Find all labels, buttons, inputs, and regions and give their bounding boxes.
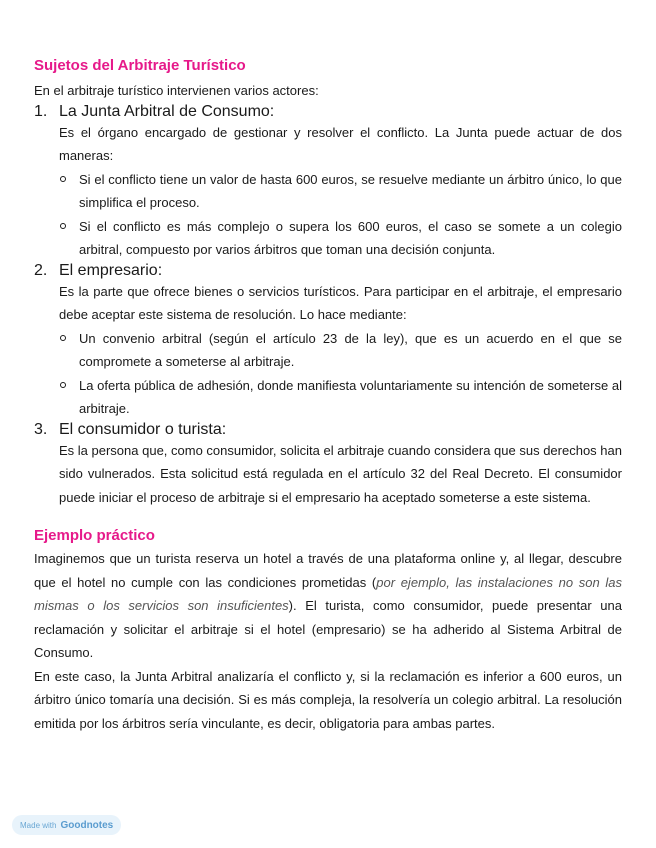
example-text-italic: por ejemplo, las instalaciones no son las mismas o los servicios son insuficientes: [34, 574, 622, 613]
example-text-end: ). El turista, como consumidor, puede presentar una reclamación y solicitar el arbitraje si el hotel (empresario) se ha adherido al Sistema Arbitral de Consumo.: [34, 598, 622, 660]
bullet-text: Si el conflicto es más complejo o supera los 600 euros, el caso se somete a un colegio arbitral, compuesto por varios árbitros que toman una decisión conjunta.: [79, 218, 622, 257]
bullet-text: La oferta pública de adhesión, donde manifiesta voluntariamente su intención de someterse al arbitraje.: [79, 377, 622, 416]
section-title-ejemplo: Ejemplo práctico: [34, 527, 155, 544]
bullet-text: Si el conflicto tiene un valor de hasta 600 euros, se resuelve mediante un árbitro único, lo que simplifica el proceso.: [79, 171, 622, 210]
example-paragraph-2: En este caso, la Junta Arbitral analizaría el conflicto y, si la reclamación es inferior a 600 euros, un árbitro único tomaría una decisión. Si es más compleja, la resolvería un colegio arbitral. La resolución emitida por los árbitros sería vinculante, es decir, obligatoria para ambas partes.: [34, 668, 622, 731]
bullet-icon: [60, 382, 66, 388]
list-item-consumidor: [34, 421, 622, 510]
item-text: Es la parte que ofrece bienes o servicios turísticos. Para participar en el arbitraje, el empresario debe aceptar este sistema de resolución. Lo hace mediante:: [59, 283, 622, 322]
bullet-item: [59, 374, 622, 421]
goodnotes-badge: [12, 815, 121, 835]
item-number: 2.: [34, 261, 48, 279]
item-heading: El empresario:: [59, 261, 163, 279]
badge-made-with: Made with: [20, 820, 57, 830]
item-number: 3.: [34, 420, 48, 438]
bullet-icon: [60, 335, 66, 341]
example-paragraph-1: [34, 547, 622, 665]
item-text: Es la persona que, como consumidor, solicita el arbitraje cuando considera que sus derechos han sido vulnerados. Esta solicitud está regulada en el artículo 32 del Real Decreto. El consumidor puede iniciar el proceso de arbitraje si el empresario ha aceptado someterse a este sistema.: [59, 442, 622, 505]
item-heading: La Junta Arbitral de Consumo:: [59, 102, 275, 120]
item-text: Es el órgano encargado de gestionar y resolver el conflicto. La Junta puede actuar de dos maneras:: [59, 124, 622, 163]
item-heading: El consumidor o turista:: [59, 420, 227, 438]
bullet-icon: [60, 176, 66, 182]
bullet-item: [59, 215, 622, 262]
bullet-item: [59, 327, 622, 374]
intro-text: En el arbitraje turístico intervienen varios actores:: [34, 83, 319, 98]
list-item-junta: [34, 103, 622, 262]
bullet-text: Un convenio arbitral (según el artículo 23 de la ley), que es un acuerdo en el que se compromete a someterse al arbitraje.: [79, 330, 622, 369]
item-number: 1.: [34, 102, 48, 120]
badge-brand: Goodnotes: [60, 819, 114, 831]
example-text-start: Imaginemos que un turista reserva un hotel a través de una plataforma online y, al llegar, descubre que el hotel no cumple con las condiciones prometidas (: [34, 551, 622, 590]
section-title-sujetos: Sujetos del Arbitraje Turístico: [34, 57, 246, 74]
bullet-icon: [60, 223, 66, 229]
document-page: [34, 55, 622, 735]
list-item-empresario: [34, 262, 622, 421]
bullet-item: [59, 168, 622, 215]
